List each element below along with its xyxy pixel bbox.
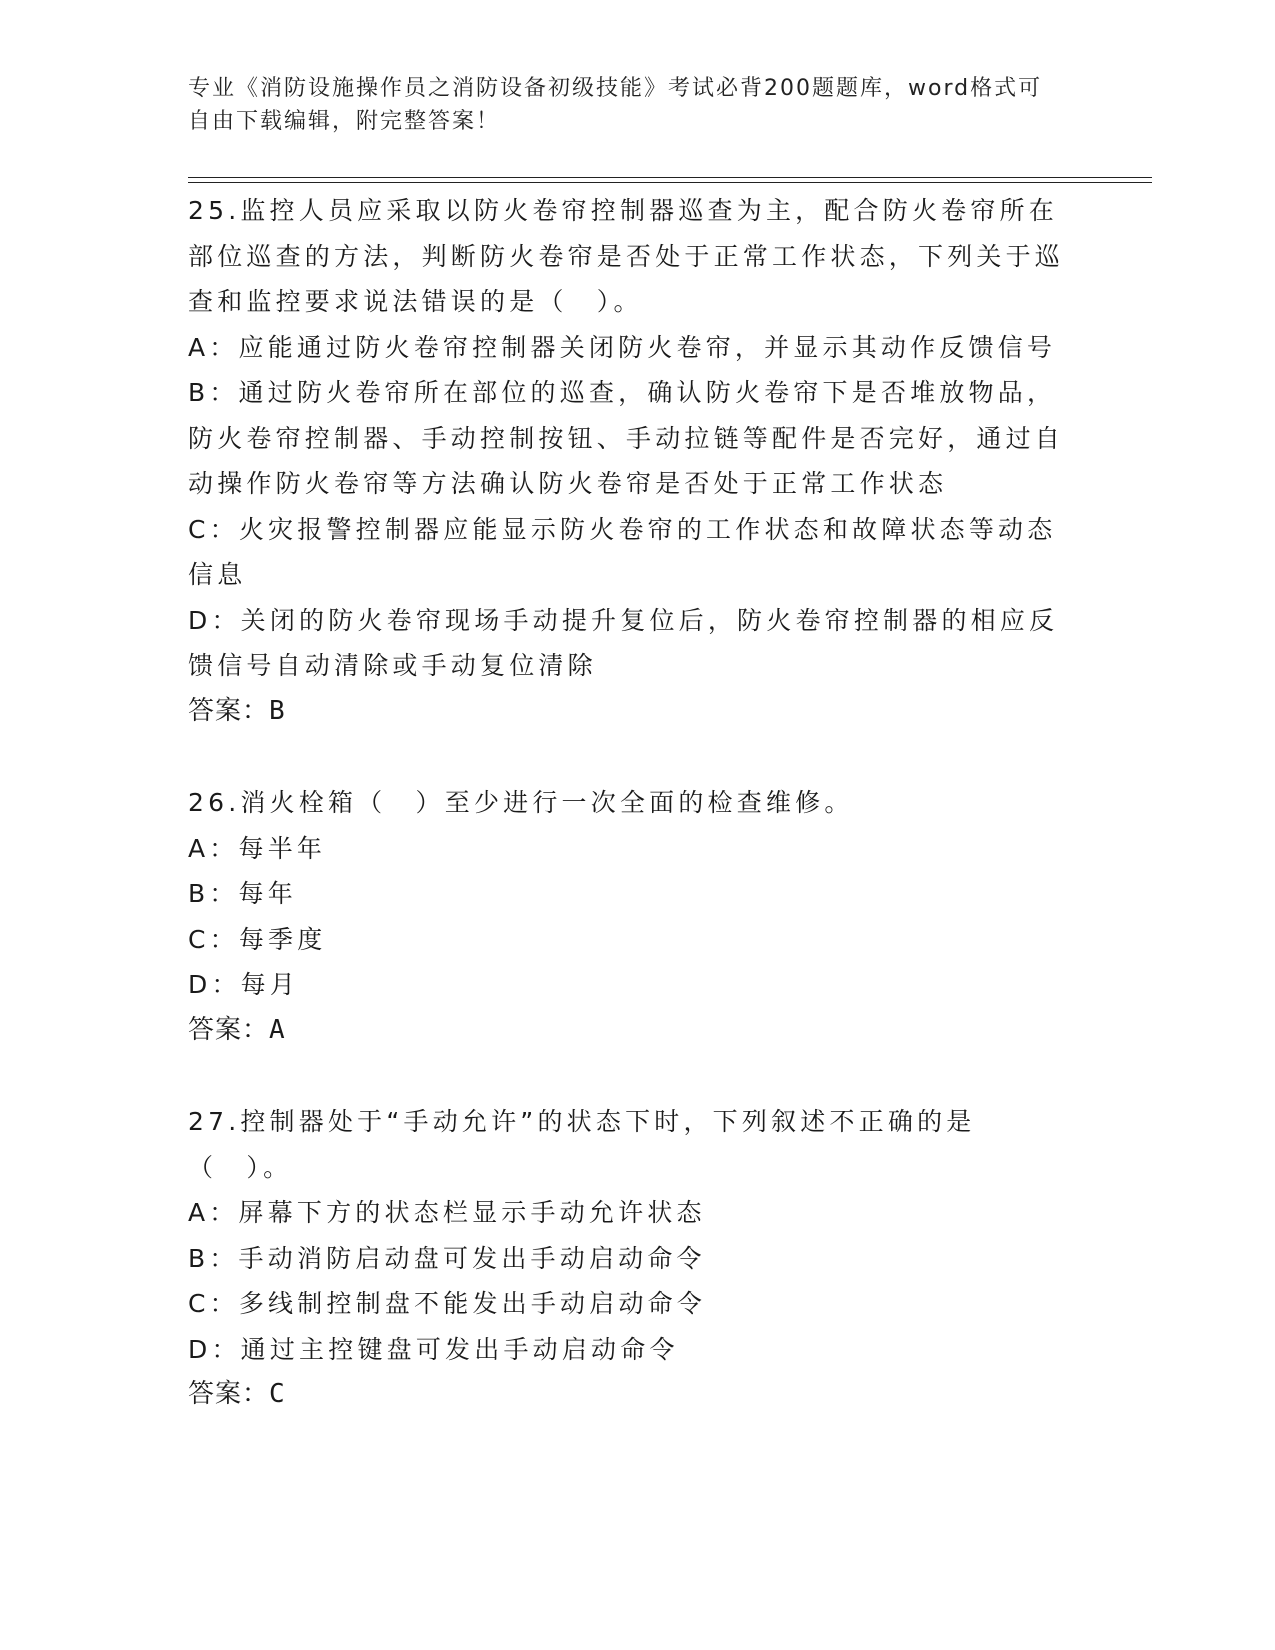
question-stem: 25.监控人员应采取以防火卷帘控制器巡查为主，配合防火卷帘所在部位巡查的方法，判断防火卷帘是否处于正常工作状态，下列关于巡查和监控要求说法错误的是（ ）。	[188, 196, 1065, 316]
question-stem: 27.控制器处于“手动允许”的状态下时，下列叙述不正确的是（ ）。	[188, 1107, 976, 1182]
option-c: C：每季度	[188, 924, 327, 954]
option-b: B：通过防火卷帘所在部位的巡查，确认防火卷帘下是否堆放物品，防火卷帘控制器、手动控制按钮、手动拉链等配件是否完好，通过自动操作防火卷帘等方法确认防火卷帘是否处于正常工作状态	[188, 378, 1065, 498]
question-25	[188, 188, 1078, 734]
document-header	[188, 72, 1068, 138]
question-stem: 26.消火栓箱（ ）至少进行一次全面的检查维修。	[188, 788, 854, 817]
header-divider-bottom	[188, 182, 1152, 183]
question-list	[188, 188, 1078, 1418]
option-d: D：每月	[188, 970, 300, 999]
option-a: A：应能通过防火卷帘控制器关闭防火卷帘，并显示其动作反馈信号	[188, 332, 1057, 362]
answer-line	[188, 689, 1078, 735]
header-divider-top	[188, 177, 1152, 178]
option-c: C：火灾报警控制器应能显示防火卷帘的工作状态和故障状态等动态信息	[188, 514, 1057, 589]
option-d: D：关闭的防火卷帘现场手动提升复位后，防火卷帘控制器的相应反馈信号自动清除或手动复位清除	[188, 605, 1059, 680]
answer-value: B	[269, 695, 286, 726]
answer-label: 答案：	[188, 695, 270, 726]
answer-label: 答案：	[188, 1379, 270, 1409]
option-a: A：屏幕下方的状态栏显示手动允许状态	[188, 1198, 706, 1227]
question-27	[188, 1099, 1078, 1418]
header-line-2: 自由下载编辑，附完整答案！	[188, 109, 501, 134]
header-line-1: 专业《消防设施操作员之消防设备初级技能》考试必背200题题库，word格式可	[188, 76, 1043, 101]
option-a: A：每半年	[188, 833, 327, 863]
option-d: D：通过主控键盘可发出手动启动命令	[188, 1334, 679, 1364]
option-b: B：每年	[188, 879, 297, 908]
answer-value: C	[269, 1379, 286, 1409]
answer-label: 答案：	[188, 1014, 270, 1045]
option-c: C：多线制控制盘不能发出手动启动命令	[188, 1289, 707, 1318]
answer-line	[188, 1372, 1078, 1418]
answer-value: A	[269, 1014, 286, 1045]
question-26	[188, 780, 1078, 1053]
option-b: B：手动消防启动盘可发出手动启动命令	[188, 1243, 706, 1273]
answer-line	[188, 1008, 1078, 1054]
